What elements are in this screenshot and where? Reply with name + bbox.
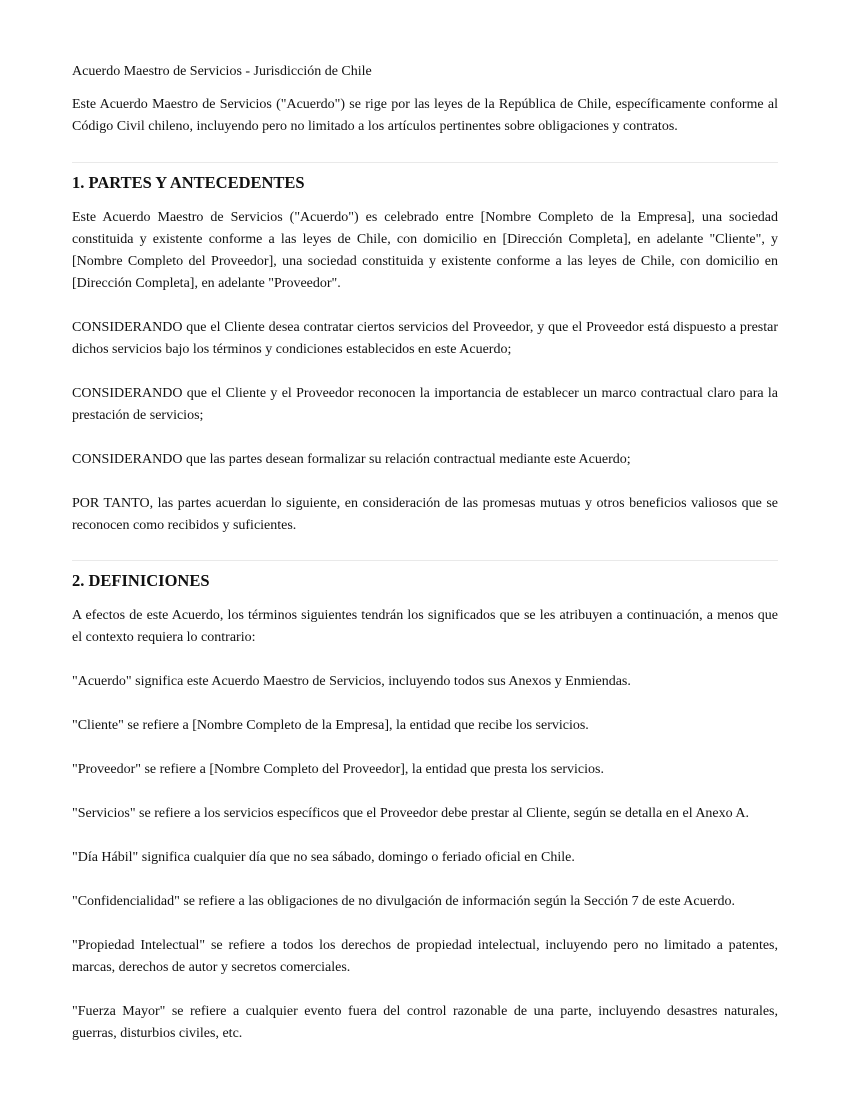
section-divider bbox=[72, 560, 778, 561]
document-body bbox=[72, 61, 778, 1045]
definition-item: "Proveedor" se refiere a [Nombre Completo del Proveedor], la entidad que presta los servicios. bbox=[72, 762, 604, 777]
section-heading-partes: 1. PARTES Y ANTECEDENTES bbox=[72, 173, 305, 192]
definition-item: "Acuerdo" significa este Acuerdo Maestro de Servicios, incluyendo todos sus Anexos y Enmiendas. bbox=[72, 674, 631, 689]
document-title: Acuerdo Maestro de Servicios - Jurisdicción de Chile bbox=[72, 64, 372, 79]
definition-item: "Servicios" se refiere a los servicios específicos que el Proveedor debe prestar al Cliente, según se detalla en el Anexo A. bbox=[72, 806, 749, 821]
definition-item: "Día Hábil" significa cualquier día que no sea sábado, domingo o feriado oficial en Chile. bbox=[72, 850, 575, 865]
paragraph: CONSIDERANDO que las partes desean formalizar su relación contractual mediante este Acuerdo; bbox=[72, 452, 631, 467]
section-divider bbox=[72, 162, 778, 163]
paragraph: POR TANTO, las partes acuerdan lo siguiente, en consideración de las promesas mutuas y otros beneficios valiosos que se reconocen como recibidos y suficientes. bbox=[72, 496, 778, 533]
paragraph: A efectos de este Acuerdo, los términos siguientes tendrán los significados que se les atribuyen a continuación, a menos que el contexto requiera lo contrario: bbox=[72, 608, 778, 645]
intro-paragraph: Este Acuerdo Maestro de Servicios ("Acuerdo") se rige por las leyes de la República de Chile, específicamente conforme al Código Civil chileno, incluyendo pero no limitado a los artículos pertinentes sobre obligaciones y contratos. bbox=[72, 97, 778, 134]
definition-item: "Fuerza Mayor" se refiere a cualquier evento fuera del control razonable de una parte, incluyendo desastres naturales, guerras, disturbios civiles, etc. bbox=[72, 1004, 778, 1041]
definition-item: "Confidencialidad" se refiere a las obligaciones de no divulgación de información según la Sección 7 de este Acuerdo. bbox=[72, 894, 735, 909]
paragraph: Este Acuerdo Maestro de Servicios ("Acuerdo") es celebrado entre [Nombre Completo de la Empresa], una sociedad constituida y existente conforme a las leyes de Chile, con domicilio en [Dirección Completa], en adelante "Cliente", y [Nombre Completo del Proveedor], una sociedad constituida y existente conforme a las leyes de Chile, con domicilio en [Dirección Completa], en adelante "Proveedor". bbox=[72, 210, 778, 291]
paragraph: CONSIDERANDO que el Cliente desea contratar ciertos servicios del Proveedor, y que el Proveedor está dispuesto a prestar dichos servicios bajo los términos y condiciones establecidos en este Acuerdo; bbox=[72, 320, 778, 357]
paragraph: CONSIDERANDO que el Cliente y el Proveedor reconocen la importancia de establecer un marco contractual claro para la prestación de servicios; bbox=[72, 386, 778, 423]
definition-item: "Cliente" se refiere a [Nombre Completo de la Empresa], la entidad que recibe los servicios. bbox=[72, 718, 589, 733]
section-heading-definiciones: 2. DEFINICIONES bbox=[72, 571, 210, 590]
definition-item: "Propiedad Intelectual" se refiere a todos los derechos de propiedad intelectual, incluyendo pero no limitado a patentes, marcas, derechos de autor y secretos comerciales. bbox=[72, 938, 778, 975]
